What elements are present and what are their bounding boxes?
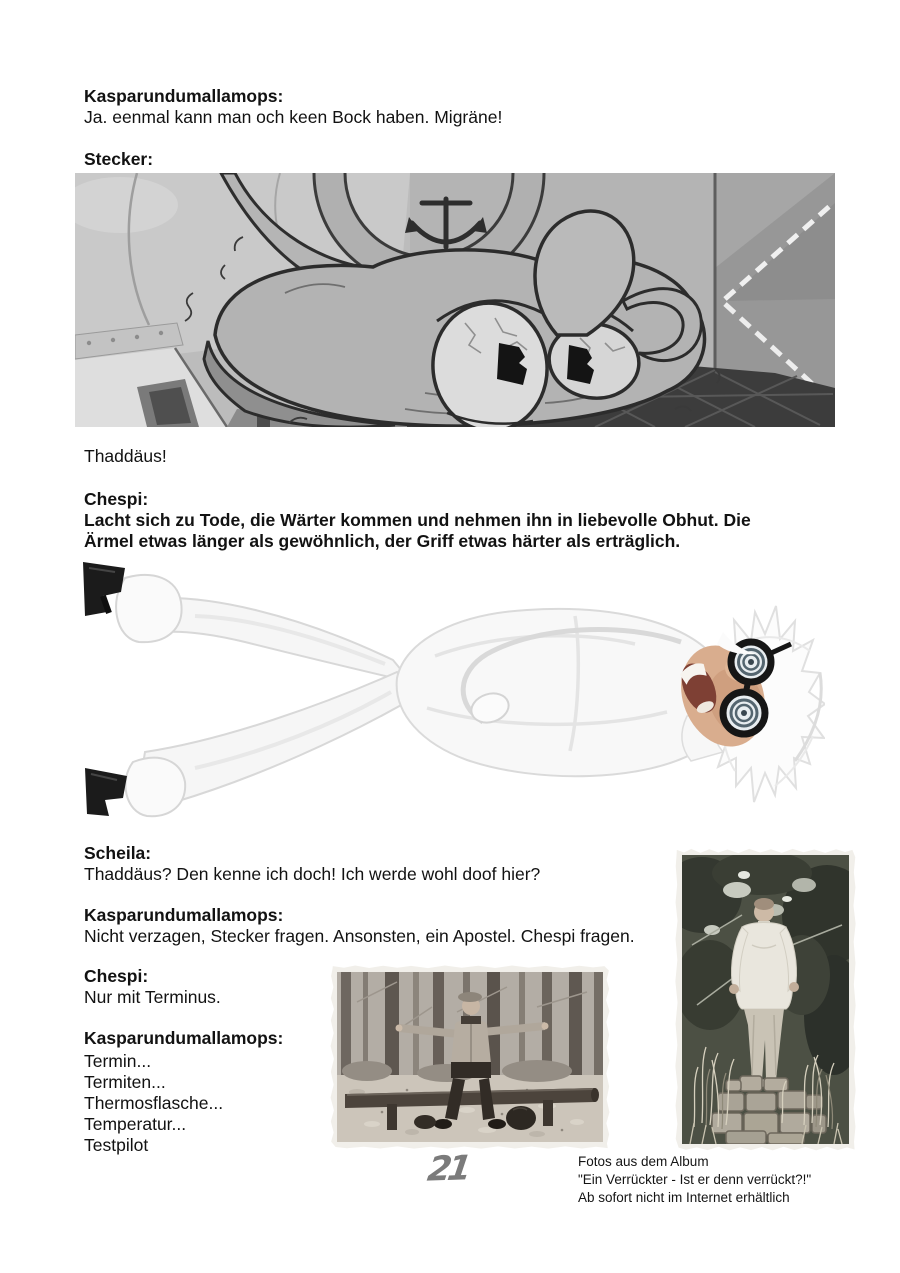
word-list-item-2: Termiten... xyxy=(84,1072,166,1092)
statue-pose-drawing xyxy=(682,855,849,1144)
dialogue-line-2: Thaddäus! xyxy=(84,446,167,466)
cartoon-still-drawing xyxy=(75,173,835,427)
album-caption xyxy=(578,1153,811,1207)
dialogue-line-1: Ja. eenmal kann man och keen Bock haben. Migräne! xyxy=(84,107,503,127)
speaker-label-4: Scheila: xyxy=(84,843,152,863)
forest-bench-photo xyxy=(330,965,610,1149)
cartoon-still-image xyxy=(75,173,835,427)
dialogue-line-3a: Lacht sich zu Tode, die Wärter kommen und nehmen ihn in liebevolle Obhut. Die xyxy=(84,510,751,530)
speaker-label-6: Chespi: xyxy=(84,966,149,986)
album-caption-line-3: Ab sofort nicht im Internet erhältlich xyxy=(578,1190,790,1205)
page-number: 21 xyxy=(425,1148,471,1190)
straitjacket-costume-photo xyxy=(75,556,825,820)
speaker-label-1: Kasparundumallamops: xyxy=(84,86,284,106)
word-list-item-1: Termin... xyxy=(84,1051,152,1071)
statue-pose-photo xyxy=(675,848,856,1151)
speaker-label-5: Kasparundumallamops: xyxy=(84,905,284,925)
dialogue-line-6: Nur mit Terminus. xyxy=(84,987,221,1007)
dialogue-line-4: Thaddäus? Den kenne ich doch! Ich werde wohl doof hier? xyxy=(84,864,541,884)
album-caption-line-1: Fotos aus dem Album xyxy=(578,1154,709,1169)
album-caption-line-2: "Ein Verrückter - Ist er denn verrückt?!" xyxy=(578,1172,812,1187)
word-list-item-5: Testpilot xyxy=(84,1135,149,1155)
speaker-label-2: Stecker: xyxy=(84,149,154,169)
dialogue-line-3b: Ärmel etwas länger als gewöhnlich, der Griff etwas härter als erträglich. xyxy=(84,531,681,551)
speaker-label-7: Kasparundumallamops: xyxy=(84,1028,284,1048)
word-list-item-3: Thermosflasche... xyxy=(84,1093,224,1113)
speaker-label-3: Chespi: xyxy=(84,489,149,509)
word-list-item-4: Temperatur... xyxy=(84,1114,187,1134)
forest-bench-drawing xyxy=(337,972,603,1142)
costume-drawing xyxy=(75,556,825,820)
dialogue-line-5: Nicht verzagen, Stecker fragen. Ansonsten, ein Apostel. Chespi fragen. xyxy=(84,926,635,946)
